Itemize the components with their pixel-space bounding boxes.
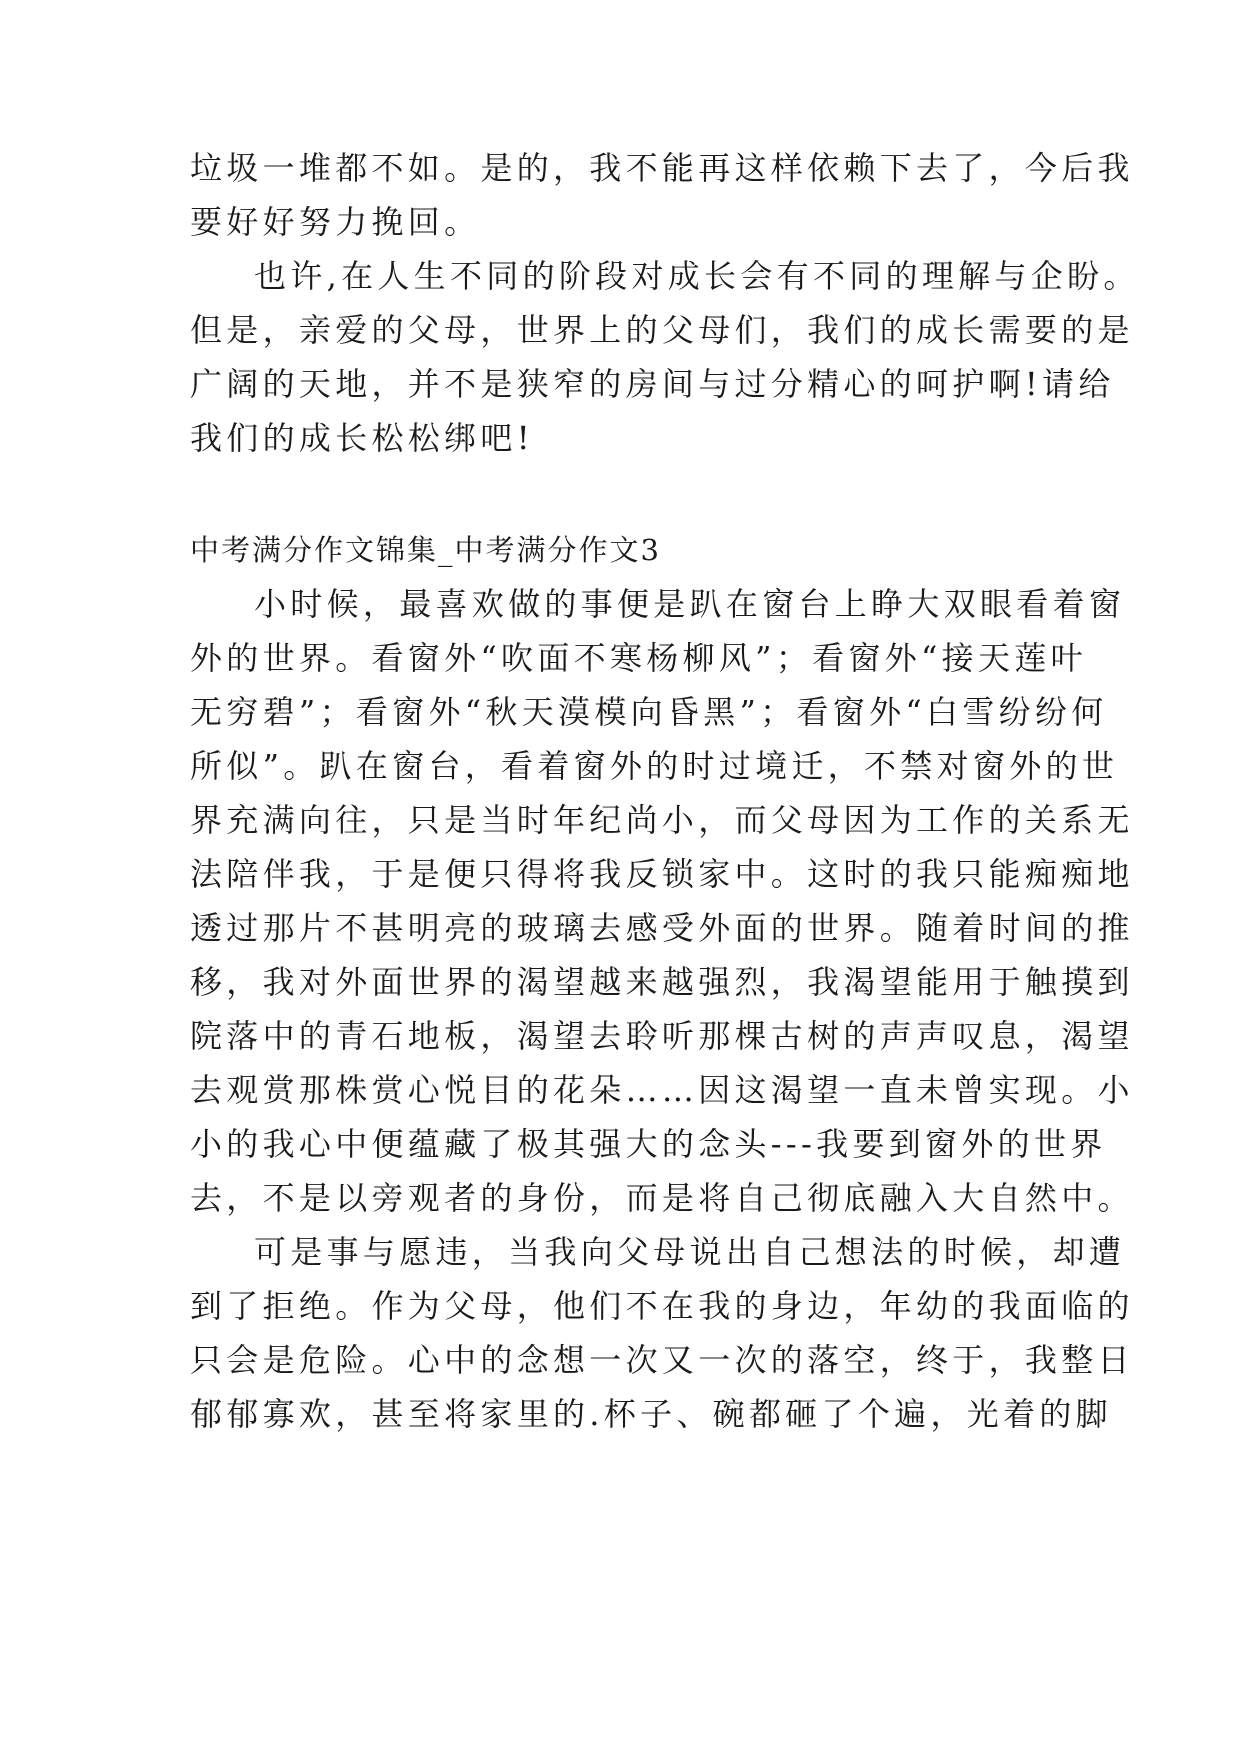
body-text-line: 垃圾一堆都不如。是的，我不能再这样依赖下去了，今后我 bbox=[190, 149, 1134, 187]
body-text-line: 去，不是以旁观者的身份，而是将自己彻底融入大自然中。 bbox=[190, 1179, 1134, 1217]
body-text-line: 广阔的天地，并不是狭窄的房间与过分精心的呵护啊!请给 bbox=[190, 365, 1115, 403]
body-text-line: 也许,在人生不同的阶段对成长会有不同的理解与企盼。 bbox=[254, 257, 1140, 295]
body-text-line: 界充满向往，只是当时年纪尚小，而父母因为工作的关系无 bbox=[190, 801, 1134, 839]
body-text-line: 所似”。趴在窗台，看着窗外的时过境迁，不禁对窗外的世 bbox=[190, 747, 1119, 785]
section-title: 中考满分作文锦集_中考满分作文3 bbox=[190, 533, 661, 567]
body-text-line: 院落中的青石地板，渴望去聆听那棵古树的声声叹息，渴望 bbox=[190, 1017, 1134, 1055]
body-text-line: 无穷碧”；看窗外“秋天漠模向昏黑”；看窗外“白雪纷纷何 bbox=[190, 693, 1108, 731]
body-text-line: 去观赏那株赏心悦目的花朵……因这渴望一直未曾实现。小 bbox=[190, 1071, 1134, 1109]
body-text-line: 小时候，最喜欢做的事便是趴在窗台上睁大双眼看着窗 bbox=[254, 585, 1126, 623]
body-text-line: 法陪伴我，于是便只得将我反锁家中。这时的我只能痴痴地 bbox=[190, 855, 1134, 893]
body-text-line: 外的世界。看窗外“吹面不寒杨柳风”；看窗外“接天莲叶 bbox=[190, 639, 1087, 677]
body-text-line: 移，我对外面世界的渴望越来越强烈，我渴望能用于触摸到 bbox=[190, 963, 1134, 1001]
body-text-line: 郁郁寡欢，甚至将家里的.杯子、碗都砸了个遍，光着的脚 bbox=[190, 1395, 1112, 1433]
body-text-line: 我们的成长松松绑吧! bbox=[190, 419, 534, 457]
body-text-line: 小的我心中便蕴藏了极其强大的念头---我要到窗外的世界 bbox=[190, 1125, 1107, 1163]
body-text-line: 到了拒绝。作为父母，他们不在我的身边，年幼的我面临的 bbox=[190, 1287, 1134, 1325]
body-text-line: 但是，亲爱的父母，世界上的父母们，我们的成长需要的是 bbox=[190, 311, 1134, 349]
body-text-line: 只会是危险。心中的念想一次又一次的落空，终于，我整日 bbox=[190, 1341, 1134, 1379]
body-text-line: 透过那片不甚明亮的玻璃去感受外面的世界。随着时间的推 bbox=[190, 909, 1134, 947]
body-text-line: 可是事与愿违，当我向父母说出自己想法的时候，却遭 bbox=[254, 1233, 1126, 1271]
body-text-line: 要好好努力挽回。 bbox=[190, 203, 481, 241]
